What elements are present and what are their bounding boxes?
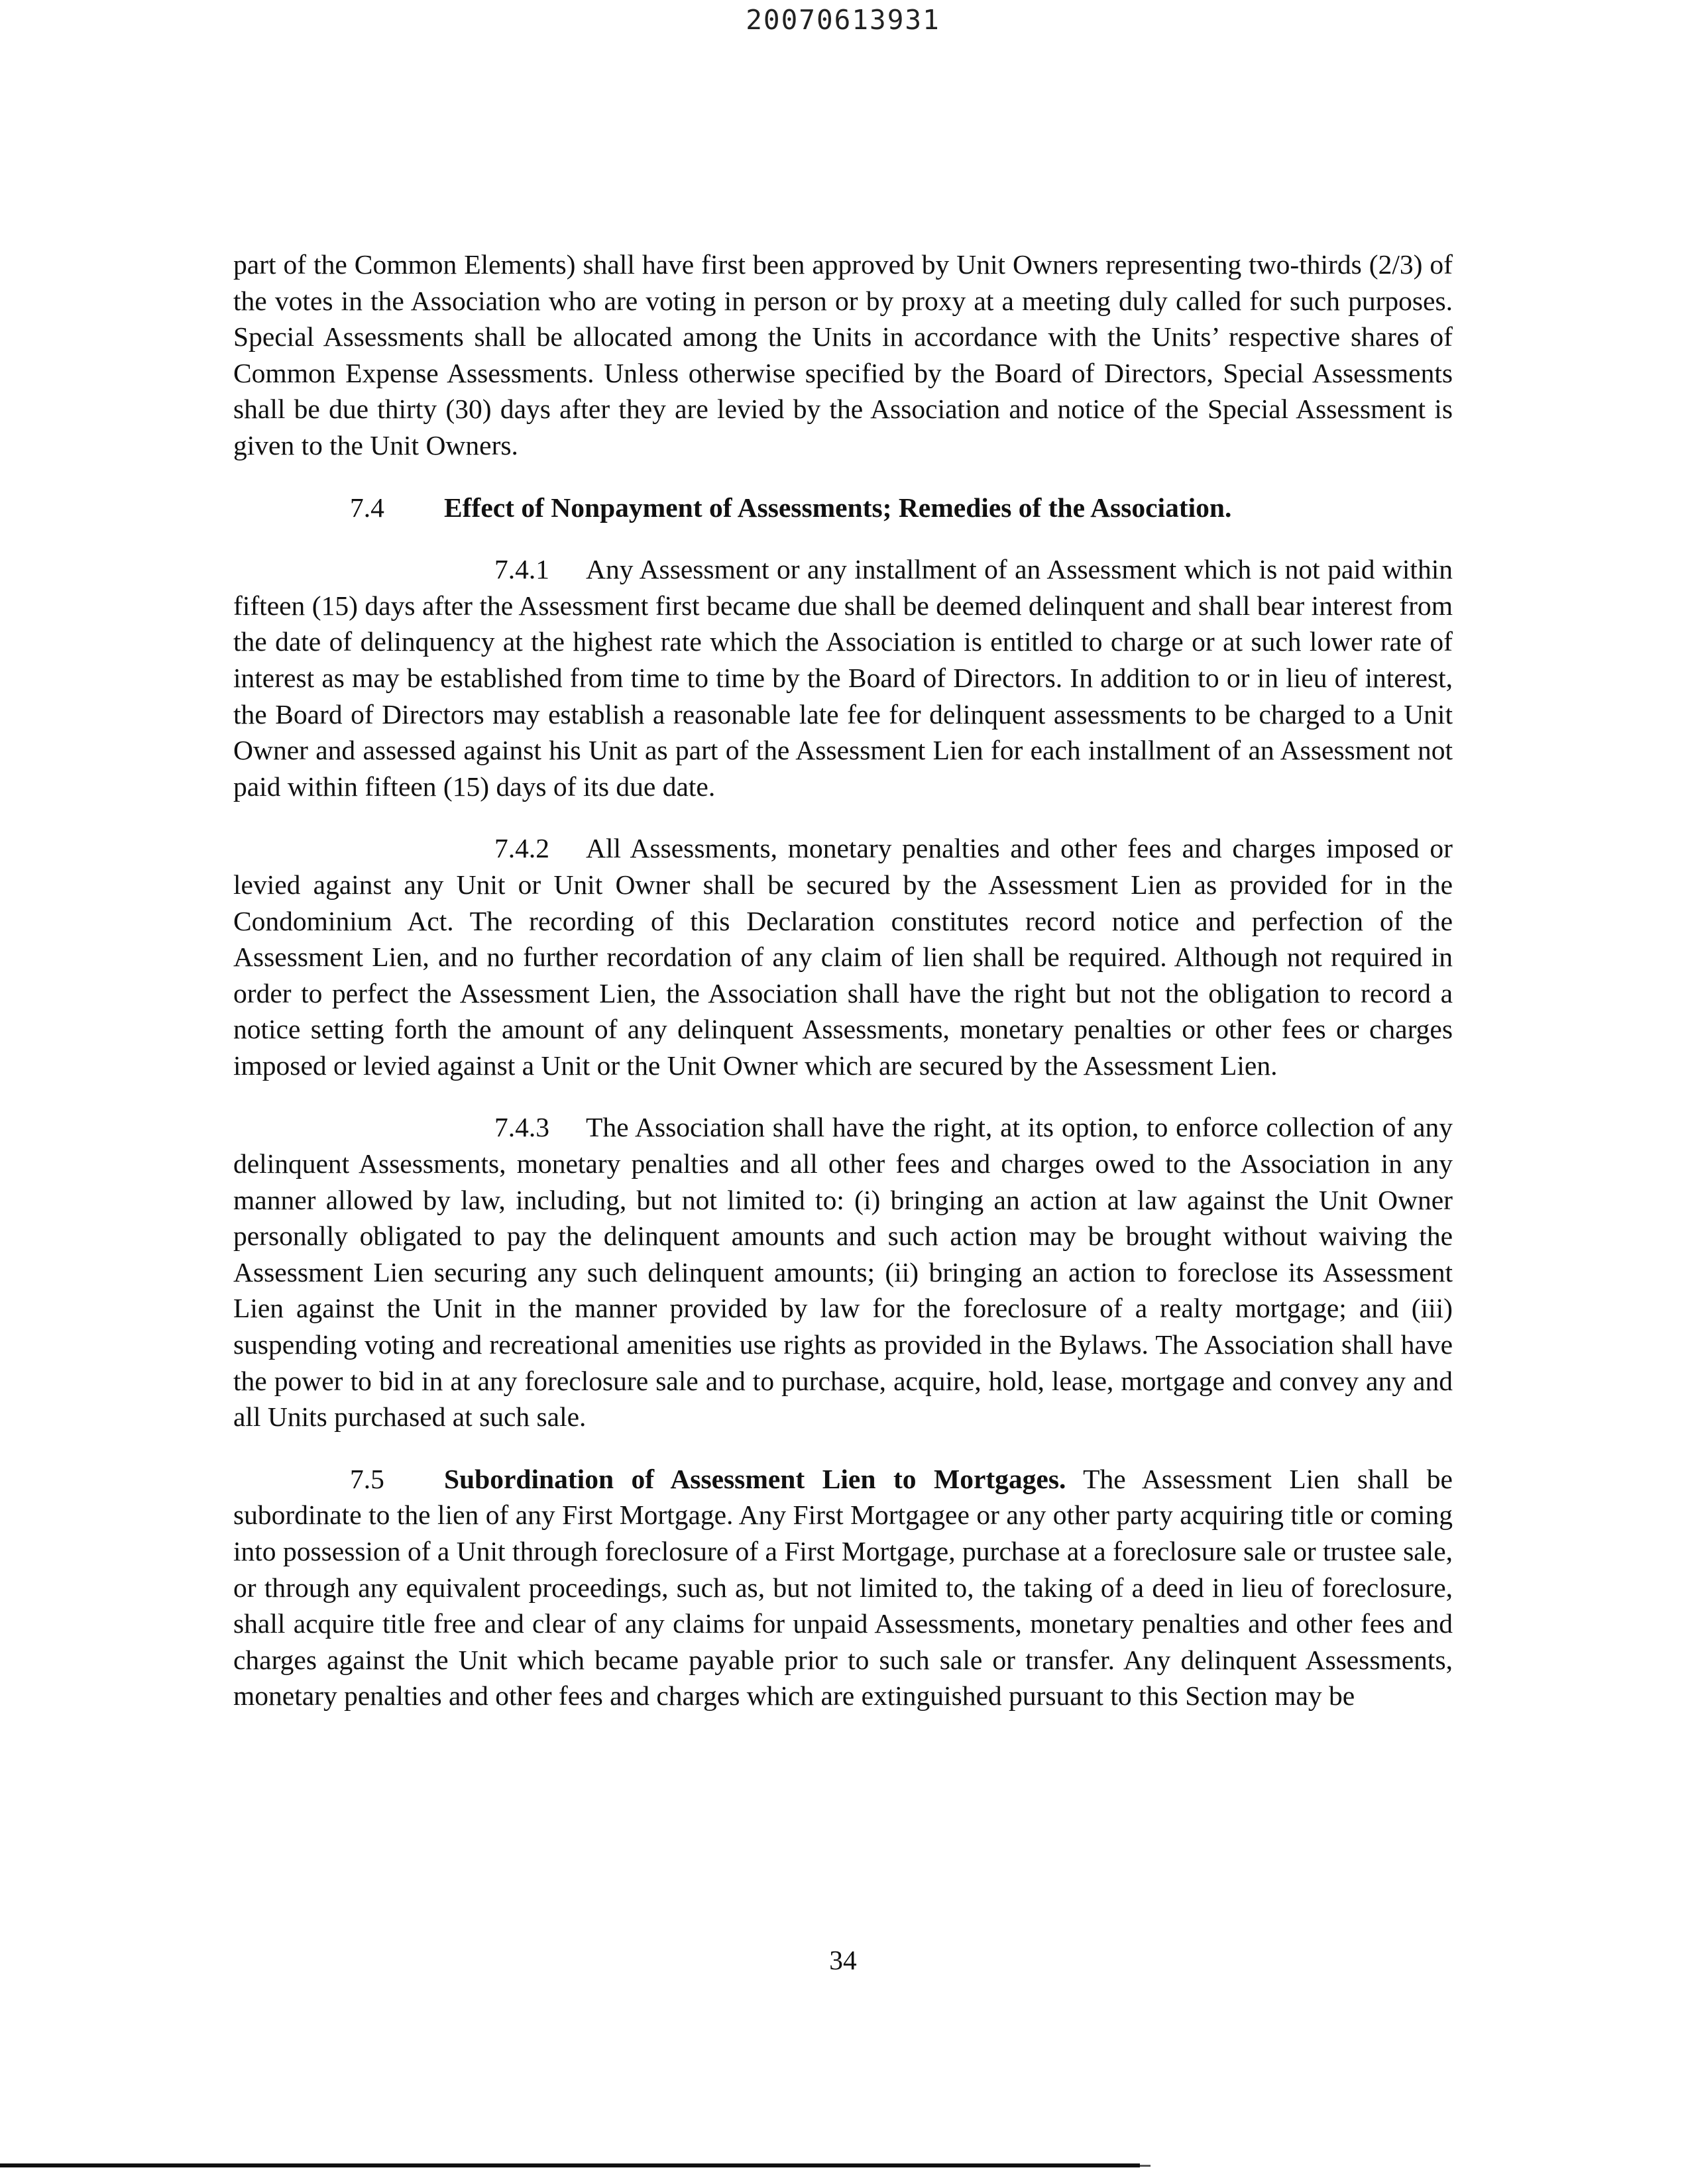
section-7-4-2-paragraph	[233, 830, 1453, 1083]
bottom-scan-rule-tail	[1140, 2165, 1151, 2167]
bottom-scan-rule	[0, 2163, 1140, 2167]
section-7-4-number: 7.4	[350, 492, 384, 523]
section-7-5-number: 7.5	[350, 1463, 384, 1494]
section-7-4-title: Effect of Nonpayment of Assessments; Remedies of the Association.	[444, 492, 1232, 523]
section-7-4-2-text: All Assessments, monetary penalties and other fees and charges imposed or levied against any Unit or Unit Owner shall be secured by the Assessment Lien as provided for in the Condominium Act. The recording of this Declaration constitutes record notice and perfection of the Assessment Lien, and no further recordation of any claim of lien shall be required. Although not required in order to perfect the Assessment Lien, the Association shall have the right but not the obligation to record a notice setting forth the amount of any delinquent Assessments, monetary penalties or other fees or charges imposed or levied against a Unit or the Unit Owner which are secured by the Assessment Lien.	[233, 833, 1453, 1081]
section-7-4-3-paragraph	[233, 1109, 1453, 1435]
section-7-4-1-number: 7.4.1	[494, 554, 549, 585]
section-7-5-paragraph	[233, 1461, 1453, 1714]
document-number: 20070613931	[746, 4, 940, 36]
page-number: 34	[829, 1945, 857, 1975]
page-body	[233, 246, 1453, 1740]
section-7-4-3-number: 7.4.3	[494, 1112, 549, 1143]
section-7-4-heading	[233, 490, 1453, 526]
intro-paragraph: part of the Common Elements) shall have first been approved by Unit Owners representing two-thirds (2/3) of the votes in the Association who are voting in person or by proxy at a meeting duly called for such purposes. Special Assessments shall be allocated among the Units in accordance with the Units’ respective shares of Common Expense Assessments. Unless otherwise specified by the Board of Directors, Special Assessments shall be due thirty (30) days after they are levied by the Association and notice of the Special Assessment is given to the Unit Owners.	[233, 249, 1453, 461]
section-7-5-title: Subordination of Assessment Lien to Mortgages.	[444, 1463, 1066, 1494]
section-7-4-3-text: The Association shall have the right, at its option, to enforce collection of any delinquent Assessments, monetary penalties and all other fees and charges owed to the Association in any manner allowed by law, including, but not limited to: (i) bringing an action at law against the Unit Owner personally obligated to pay the delinquent amounts and such action may be brought without waiving the Assessment Lien securing any such delinquent amounts; (ii) bringing an action to foreclose its Assessment Lien against the Unit in the manner provided by law for the foreclosure of a realty mortgage; and (iii) suspending voting and recreational amenities use rights as provided in the Bylaws. The Association shall have the power to bid in at any foreclosure sale and to purchase, acquire, hold, lease, mortgage and convey any and all Units purchased at such sale.	[233, 1112, 1453, 1433]
section-7-4-1-text: Any Assessment or any installment of an Assessment which is not paid within fifteen (15) days after the Assessment first became due shall be deemed delinquent and shall bear interest from the date of delinquency at the highest rate which the Association is entitled to charge or at such lower rate of interest as may be established from time to time by the Board of Directors. In addition to or in lieu of interest, the Board of Directors may establish a reasonable late fee for delinquent assessments to be charged to a Unit Owner and assessed against his Unit as part of the Assessment Lien for each installment of an Assessment not paid within fifteen (15) days of its due date.	[233, 554, 1453, 802]
section-7-4-2-number: 7.4.2	[494, 833, 549, 864]
section-7-5-text: The Assessment Lien shall be subordinate to the lien of any First Mortgage. Any First Mortgagee or any other party acquiring title or coming into possession of a Unit through foreclosure of a First Mortgage, purchase at a foreclosure sale or trustee sale, or through any equivalent proceedings, such as, but not limited to, the taking of a deed in lieu of foreclosure, shall acquire title free and clear of any claims for unpaid Assessments, monetary penalties and other fees and charges against the Unit which became payable prior to such sale or transfer. Any delinquent Assessments, monetary penalties and other fees and charges which are extinguished pursuant to this Section may be	[233, 1463, 1453, 1712]
section-7-4-1-paragraph	[233, 551, 1453, 804]
